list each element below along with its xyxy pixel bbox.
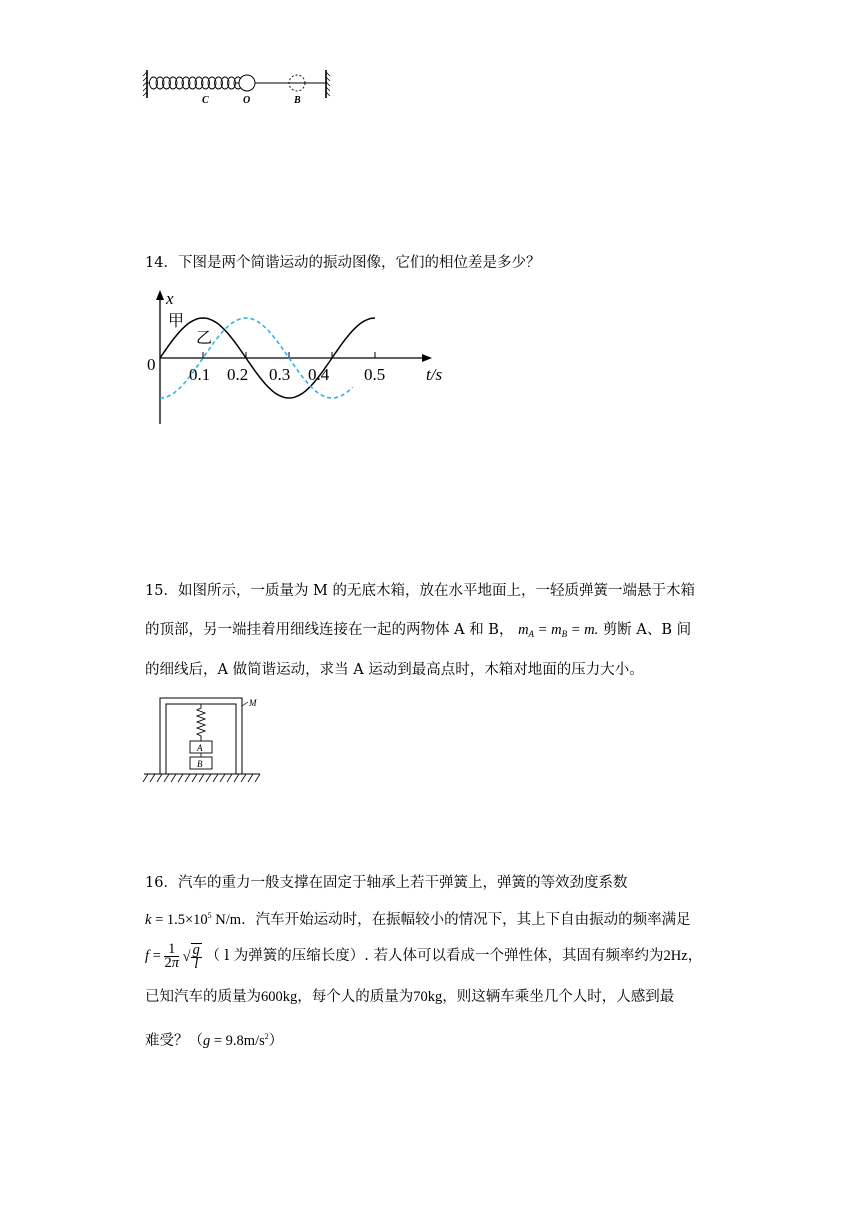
question-14-text: 14．下图是两个简谐运动的振动图像，它们的相位差是多少？ xyxy=(145,255,541,271)
question-16-line-3: f = $\frac{1}{2\pi}$ √ $\frac{g}{l}$ （ l 为弹簧的压缩长度）. 若人体可以看成一个弹性体，其固有频率约为2Hz， xyxy=(145,941,703,973)
tick-label: 0.3 xyxy=(269,365,291,384)
tick-label: 0.4 xyxy=(308,365,330,384)
series-jia-label: 甲 xyxy=(168,311,185,330)
question-16-line-1: 16．汽车的重力一般支撑在固定于轴承上若干弹簧上，弹簧的等效劲度系数 xyxy=(145,875,628,891)
question-15-line-2: 的顶部，另一端挂着用细线连接在一起的两物体 A 和 B， $m_A = m_B = m$. 剪断 A、B 间 xyxy=(145,622,692,639)
question-15-line-1: 15．如图所示，一质量为 M 的无底木箱，放在水平地面上，一轻质弹簧一端悬于木箱 xyxy=(145,583,696,599)
box-spring-figure xyxy=(140,694,270,792)
label-c: C xyxy=(202,95,209,106)
label-m: M xyxy=(249,698,257,708)
spring-constant-formula: $k = 1.5\times 10^5$ N/m xyxy=(145,911,242,928)
vibration-graph xyxy=(140,286,450,428)
x-axis-label: t/s xyxy=(426,365,443,384)
origin-label: 0 xyxy=(147,355,156,374)
question-16-line-2: $k = 1.5\times 10^5$ N/m．汽车开始运动时，在振幅较小的情况下，其上下自由振动的频率满足 xyxy=(145,911,691,928)
question-16-line-4: 已知汽车的质量为600kg，每个人的质量为70kg，则这辆车乘坐几个人时，人感到最 xyxy=(145,989,675,1005)
question-15-line-3: 的细线后，A 做简谐运动，求当 A 运动到最高点时，木箱对地面的压力大小。 xyxy=(145,662,644,678)
spring-oscillator-figure xyxy=(140,66,340,110)
series-yi-label: 乙 xyxy=(196,328,213,347)
mass-formula: $m_A = m_B = m$. xyxy=(518,622,599,639)
label-block-b: B xyxy=(197,759,203,769)
frequency-formula: f = $\frac{1}{2\pi}$ √ $\frac{g}{l}$ xyxy=(145,941,200,973)
label-b: B xyxy=(294,95,301,106)
tick-label: 0.2 xyxy=(227,365,249,384)
question-16-line-5: 难受？$(g = 9.8m/s^2)$ xyxy=(145,1032,284,1049)
gravity-formula: $g = 9.8m/s^2$ xyxy=(203,1032,269,1049)
y-axis-label: x xyxy=(166,289,174,308)
tick-label: 0.5 xyxy=(364,365,386,384)
label-o: O xyxy=(243,95,251,106)
tick-label: 0.1 xyxy=(189,365,211,384)
label-block-a: A xyxy=(197,743,203,753)
